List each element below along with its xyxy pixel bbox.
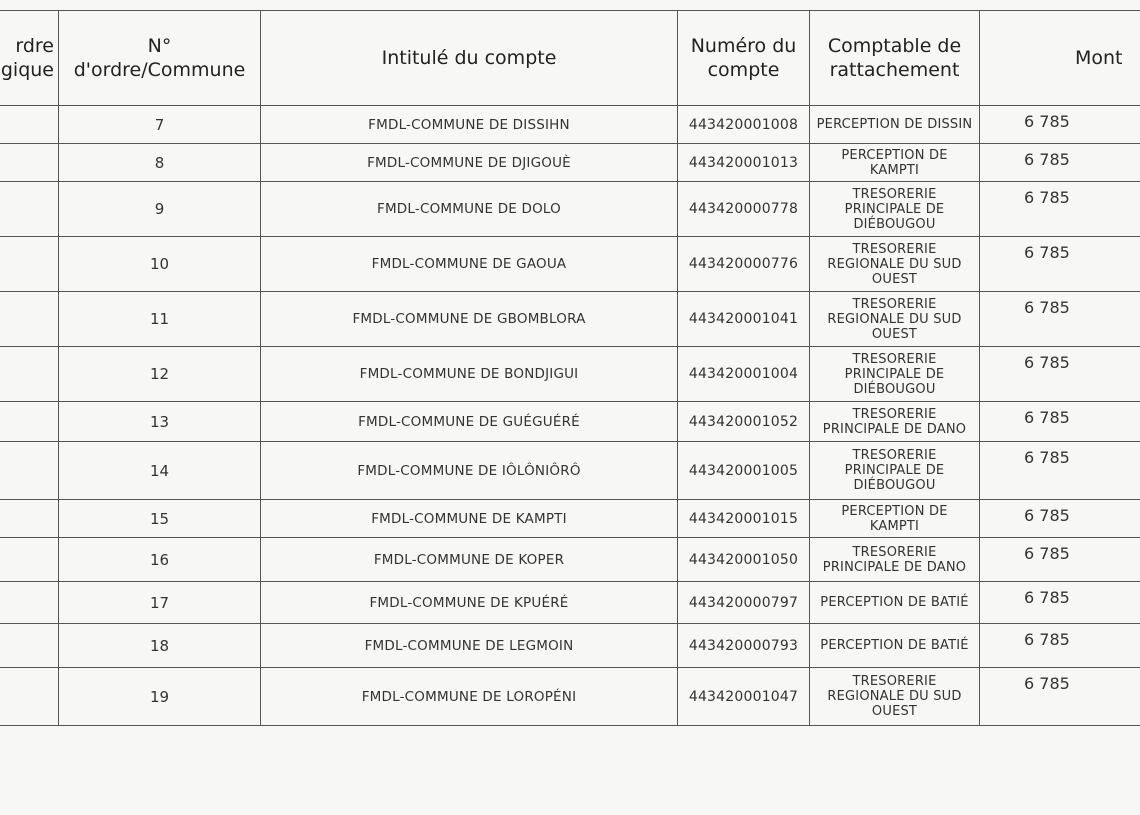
table-row <box>0 402 1140 442</box>
comptable-line: PRINCIPALE DE DANO <box>822 559 967 575</box>
cell-montant: 6 785 <box>980 582 1140 624</box>
cell-ordre-logique <box>0 144 59 182</box>
cell-comptable <box>810 347 980 402</box>
cell-numero: 443420001050 <box>678 538 810 582</box>
cell-ordre-logique <box>0 402 59 442</box>
header-comptable <box>810 11 980 106</box>
comptable-line: PRINCIPALE DE <box>844 366 945 382</box>
comptable-line: OUEST <box>871 326 918 342</box>
table-row <box>0 347 1140 402</box>
cell-numero: 443420001015 <box>678 500 810 538</box>
comptable-line: REGIONALE DU SUD <box>827 311 962 327</box>
cell-intitule: FMDL-COMMUNE DE DOLO <box>261 182 678 237</box>
header-ordre-logique <box>0 11 59 106</box>
cell-ordre-logique <box>0 182 59 237</box>
table-row <box>0 182 1140 237</box>
header-comptable-line-1: Comptable de <box>827 35 962 57</box>
header-ordre-commune-line-1: N° <box>147 35 172 57</box>
comptable-line: TRESORERIE <box>852 296 937 312</box>
table-body <box>0 106 1140 726</box>
cell-intitule: FMDL-COMMUNE DE DISSIHN <box>261 106 678 144</box>
comptable-line: TRESORERIE <box>852 448 937 463</box>
cell-montant: 6 785 <box>980 624 1140 668</box>
comptable-line: KAMPTI <box>869 518 920 534</box>
header-montant <box>980 11 1140 106</box>
cell-intitule: FMDL-COMMUNE DE GUÉGUÉRÉ <box>261 402 678 442</box>
comptable-line: DIÉBOUGOU <box>853 478 936 493</box>
comptable-line: TRESORERIE <box>852 406 937 422</box>
cell-comptable <box>810 500 980 538</box>
cell-ordre-logique <box>0 347 59 402</box>
header-numero <box>678 11 810 106</box>
cell-intitule: FMDL-COMMUNE DE DJIGOUÈ <box>261 144 678 182</box>
table-row <box>0 538 1140 582</box>
cell-comptable <box>810 237 980 292</box>
cell-intitule: FMDL-COMMUNE DE GAOUA <box>261 237 678 292</box>
cell-ordre-commune: 18 <box>59 624 261 668</box>
comptable-line: OUEST <box>871 271 918 287</box>
cell-ordre-commune: 7 <box>59 106 261 144</box>
cell-montant: 6 785 <box>980 500 1140 538</box>
cell-ordre-logique <box>0 538 59 582</box>
header-ordre-commune-line-2: d'ordre/Commune <box>73 59 246 81</box>
cell-ordre-commune: 8 <box>59 144 261 182</box>
cell-ordre-commune: 17 <box>59 582 261 624</box>
cell-ordre-logique <box>0 292 59 347</box>
cell-ordre-commune: 12 <box>59 347 261 402</box>
cell-ordre-logique <box>0 500 59 538</box>
table-row <box>0 144 1140 182</box>
cell-ordre-commune: 14 <box>59 442 261 500</box>
cell-ordre-commune: 11 <box>59 292 261 347</box>
cell-intitule: FMDL-COMMUNE DE BONDJIGUI <box>261 347 678 402</box>
table-row <box>0 582 1140 624</box>
cell-ordre-commune: 9 <box>59 182 261 237</box>
cell-ordre-commune: 16 <box>59 538 261 582</box>
table-row <box>0 106 1140 144</box>
cell-ordre-logique <box>0 237 59 292</box>
cell-montant: 6 785 <box>980 106 1140 144</box>
cell-ordre-logique <box>0 106 59 144</box>
cell-comptable <box>810 292 980 347</box>
comptable-line: TRESORERIE <box>852 351 937 367</box>
cell-montant: 6 785 <box>980 442 1140 500</box>
cell-montant: 6 785 <box>980 347 1140 402</box>
cell-intitule: FMDL-COMMUNE DE KAMPTI <box>261 500 678 538</box>
cell-ordre-commune: 13 <box>59 402 261 442</box>
cell-numero: 443420000778 <box>678 182 810 237</box>
cell-comptable <box>810 182 980 237</box>
cell-numero: 443420000793 <box>678 624 810 668</box>
cell-numero: 443420001047 <box>678 668 810 726</box>
table-row <box>0 624 1140 668</box>
cell-numero: 443420001041 <box>678 292 810 347</box>
cell-intitule: FMDL-COMMUNE DE KOPER <box>261 538 678 582</box>
comptable-line: DIÉBOUGOU <box>853 216 936 232</box>
cell-numero: 443420001013 <box>678 144 810 182</box>
comptable-line: PRINCIPALE DE <box>844 463 945 478</box>
table-row <box>0 292 1140 347</box>
cell-comptable <box>810 582 980 624</box>
cell-numero: 443420000797 <box>678 582 810 624</box>
cell-montant: 6 785 <box>980 538 1140 582</box>
cell-numero: 443420001008 <box>678 106 810 144</box>
comptable-line: PERCEPTION DE BATIÉ <box>820 638 969 653</box>
cell-numero: 443420001005 <box>678 442 810 500</box>
comptable-line: TRESORERIE <box>852 544 937 560</box>
table-row <box>0 237 1140 292</box>
comptable-line: TRESORERIE <box>852 241 937 257</box>
comptable-line: REGIONALE DU SUD <box>827 256 962 272</box>
comptable-line: PERCEPTION DE <box>841 147 948 163</box>
cell-intitule: FMDL-COMMUNE DE LOROPÉNI <box>261 668 678 726</box>
table-row <box>0 442 1140 500</box>
cell-montant: 6 785 <box>980 144 1140 182</box>
cell-comptable <box>810 442 980 500</box>
cell-montant: 6 785 <box>980 182 1140 237</box>
comptable-line: PERCEPTION DE BATIÉ <box>820 595 969 610</box>
cell-ordre-commune: 15 <box>59 500 261 538</box>
comptable-line: PRINCIPALE DE <box>844 201 945 217</box>
table-row <box>0 668 1140 726</box>
cell-montant: 6 785 <box>980 292 1140 347</box>
comptable-line: TRESORERIE <box>852 186 937 202</box>
cell-comptable <box>810 538 980 582</box>
comptable-line: OUEST <box>871 704 918 719</box>
cell-intitule: FMDL-COMMUNE DE KPUÉRÉ <box>261 582 678 624</box>
cell-ordre-logique <box>0 582 59 624</box>
comptable-line: REGIONALE DU SUD <box>827 689 962 704</box>
cell-numero: 443420001004 <box>678 347 810 402</box>
cell-ordre-logique <box>0 624 59 668</box>
cell-ordre-commune: 19 <box>59 668 261 726</box>
comptable-line: PERCEPTION DE <box>841 503 948 519</box>
comptable-line: KAMPTI <box>869 162 920 178</box>
header-numero-line-2: compte <box>707 59 780 81</box>
table-header-row <box>0 11 1140 106</box>
cell-intitule: FMDL-COMMUNE DE IÔLÔNIÔRÔ <box>261 442 678 500</box>
header-ordre-logique-line-1: rdre <box>15 35 54 57</box>
header-ordre-logique-line-2: gique <box>0 59 54 81</box>
cell-numero: 443420001052 <box>678 402 810 442</box>
cell-comptable <box>810 106 980 144</box>
table-row <box>0 500 1140 538</box>
comptable-line: TRESORERIE <box>852 674 937 689</box>
comptable-line: PERCEPTION DE DISSIN <box>816 117 973 132</box>
cell-montant: 6 785 <box>980 237 1140 292</box>
cell-comptable <box>810 144 980 182</box>
cell-comptable <box>810 668 980 726</box>
comptable-line: DIÉBOUGOU <box>853 381 936 397</box>
header-montant-line-1: Mont <box>1075 47 1123 69</box>
cell-intitule: FMDL-COMMUNE DE GBOMBLORA <box>261 292 678 347</box>
accounts-table <box>0 10 1140 726</box>
cell-comptable <box>810 402 980 442</box>
comptable-line: PRINCIPALE DE DANO <box>822 421 967 437</box>
cell-numero: 443420000776 <box>678 237 810 292</box>
header-intitule-line-1: Intitulé du compte <box>381 47 557 69</box>
cell-ordre-logique <box>0 442 59 500</box>
cell-comptable <box>810 624 980 668</box>
cell-montant: 6 785 <box>980 668 1140 726</box>
header-comptable-line-2: rattachement <box>829 59 960 81</box>
header-intitule <box>261 11 678 106</box>
cell-intitule: FMDL-COMMUNE DE LEGMOIN <box>261 624 678 668</box>
cell-montant: 6 785 <box>980 402 1140 442</box>
header-numero-line-1: Numéro du <box>690 35 797 57</box>
header-ordre-commune <box>59 11 261 106</box>
cell-ordre-commune: 10 <box>59 237 261 292</box>
cell-ordre-logique <box>0 668 59 726</box>
